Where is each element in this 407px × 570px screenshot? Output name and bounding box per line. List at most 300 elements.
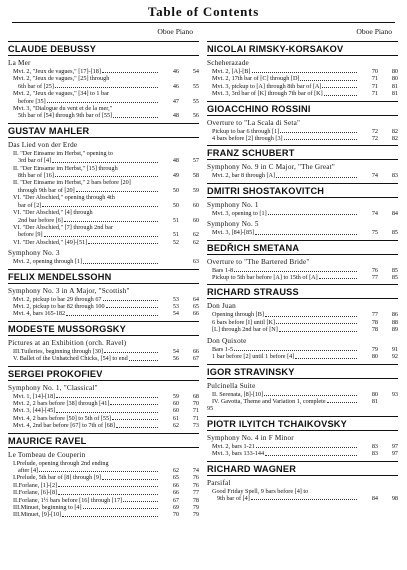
piano-page-number: 55 <box>192 97 199 105</box>
oboe-page-number: 80 <box>371 390 378 398</box>
dot-leader <box>113 112 158 117</box>
toc-entry-continued <box>8 157 199 164</box>
entry-text-continued: bar of [2] <box>18 201 42 209</box>
piano-page-number: 66 <box>192 347 199 355</box>
piano-page-number: 67 <box>192 355 199 363</box>
composer-heading: FRANZ SCHUBERT <box>207 145 398 160</box>
dot-leader <box>112 415 158 420</box>
toc-entry <box>8 460 199 467</box>
dot-leader <box>66 310 158 315</box>
work-title: Parsifal <box>207 478 231 487</box>
toc-entry <box>207 488 398 495</box>
work-title: La Mer <box>8 59 31 67</box>
oboe-page-number: 48 <box>172 157 179 165</box>
entry-text-continued: through 9th bar of [20] <box>18 186 75 194</box>
dot-leader <box>256 443 357 448</box>
piano-page-number-wrapped: 95 <box>207 405 214 413</box>
toc-entry <box>8 303 199 310</box>
toc-entry <box>8 497 199 504</box>
dot-leader <box>116 422 158 427</box>
piano-page-number: 97 <box>391 450 398 458</box>
piano-page-number: 98 <box>391 494 398 502</box>
toc-entry-continued <box>8 83 199 90</box>
oboe-page-number: 69 <box>172 504 179 512</box>
piano-page-number: 76 <box>192 481 199 489</box>
piano-page-number: 77 <box>192 489 199 497</box>
entry-text: 6 bars before [I] until [K] <box>212 318 276 326</box>
piano-page-number: 76 <box>192 474 199 482</box>
dot-leader <box>129 355 158 360</box>
composer-heading: MODESTE MUSSORGSKY <box>8 321 199 336</box>
entry-text-continued: 6th bar of [25] <box>18 82 54 90</box>
composer-heading: IGOR STRAVINSKY <box>207 364 398 379</box>
dot-leader <box>39 467 158 472</box>
entry-text-continued: 2nd bar before [6] <box>18 216 63 224</box>
composer-heading: SERGEI PROKOFIEV <box>8 366 199 381</box>
toc-entry <box>8 348 199 355</box>
entry-text: Mvt. 2, pickup to bar 29 through 67 <box>13 295 102 303</box>
work-title: Pulcinella Suite <box>207 381 256 390</box>
toc-entry <box>207 450 398 457</box>
oboe-page-number: 62 <box>172 422 179 430</box>
toc-entry <box>8 407 199 414</box>
dot-leader <box>279 326 357 331</box>
toc-entry <box>207 319 398 326</box>
entry-text: VI. "Der Abschied," [49]-[51] <box>13 238 88 246</box>
dot-leader <box>76 187 158 192</box>
entry-text: Pickup to 5th bar before [A] to 15th of [A] <box>212 274 318 282</box>
oboe-page-number: 78 <box>371 326 378 334</box>
oboe-page-number: 66 <box>172 489 179 497</box>
piano-page-number: 86 <box>391 311 398 319</box>
entry-text-continued: after [4] <box>18 467 39 474</box>
entry-text: Mvt. 2, bars 1-21 <box>212 442 255 450</box>
entry-text: III.Tuileries, beginning through [30] <box>13 347 103 355</box>
toc-entry <box>207 90 398 97</box>
entry-text: II.Forlane, [1]-[2] <box>13 481 58 489</box>
piano-page-number: 56 <box>192 112 199 120</box>
piano-page-number: 74 <box>192 467 199 474</box>
toc-entry <box>207 172 398 179</box>
toc-entry <box>207 443 398 450</box>
piano-page-number: 64 <box>192 295 199 303</box>
dot-leader <box>102 474 158 479</box>
entry-text: II. "Der Einsame im Herbst," opening to <box>13 149 113 157</box>
entry-text: II.Forlane, 1½ bars before [16] through [17] <box>13 496 123 504</box>
entry-text: Mvt. 3, [44]-[45] <box>13 407 56 415</box>
piano-page-number: 92 <box>391 353 398 361</box>
dot-leader <box>324 90 357 95</box>
dot-leader <box>106 303 158 308</box>
toc-entry <box>8 393 199 400</box>
toc-entry <box>8 68 199 75</box>
toc-entry <box>8 75 199 82</box>
dot-leader <box>265 311 357 316</box>
piano-page-number: 71 <box>192 414 199 422</box>
toc-entry <box>207 267 398 274</box>
oboe-page-number: 79 <box>371 345 378 353</box>
oboe-page-number: 81 <box>371 397 378 405</box>
piano-page-number: 62 <box>192 231 199 239</box>
composer-heading: RICHARD STRAUSS <box>207 284 398 299</box>
piano-page-number: 68 <box>192 392 199 400</box>
piano-page-number: 93 <box>391 390 398 398</box>
entry-text: Mvt. 3, 3rd bar of [K] through 7th bar of [K] <box>212 90 323 98</box>
entry-text: IV. Gavotta, Theme and Variation 1, complete <box>212 397 326 405</box>
entry-text: III.Minuet, [9]-[10] <box>13 511 62 519</box>
dot-leader <box>83 504 158 509</box>
toc-entry <box>207 311 398 318</box>
toc-entry-continued <box>8 187 199 194</box>
entry-text: Mvt. 2, bar 8 through [A] <box>212 172 276 180</box>
piano-page-number: 81 <box>391 82 398 90</box>
piano-page-number: 91 <box>391 345 398 353</box>
oboe-page-number: 56 <box>172 355 179 363</box>
toc-entry <box>8 422 199 429</box>
composer-heading: PIOTR ILYITCH TCHAIKOVSKY <box>207 416 398 431</box>
entry-text-continued: 9th bar of [4] <box>217 494 250 502</box>
oboe-page-number: 78 <box>371 318 378 326</box>
dot-leader <box>55 83 158 88</box>
dot-leader <box>83 258 158 263</box>
dot-leader <box>56 407 158 412</box>
oboe-page-number: 62 <box>172 467 179 474</box>
composer-heading: GUSTAV MAHLER <box>8 123 199 138</box>
composer-heading: RICHARD WAGNER <box>207 461 398 476</box>
oboe-page-number: 65 <box>172 474 179 482</box>
toc-entry <box>8 258 199 265</box>
work-title: Don Juan <box>207 302 236 311</box>
piano-page-number: 71 <box>192 407 199 415</box>
entry-text: II.Forlane, [6]-[8] <box>13 489 58 497</box>
oboe-page-number: 66 <box>172 481 179 489</box>
oboe-page-number: 70 <box>172 511 179 519</box>
work-title: Das Lied von der Erde <box>8 140 78 149</box>
piano-page-number <box>378 398 398 405</box>
column-header-left: Oboe Piano <box>157 27 193 36</box>
piano-page-number: 85 <box>391 266 398 274</box>
dot-leader <box>319 274 357 279</box>
oboe-page-number: 52 <box>172 238 179 246</box>
toc-entry <box>207 398 398 405</box>
piano-page-number: 62 <box>192 238 199 246</box>
toc-entry <box>207 68 398 75</box>
composer-heading: MAURICE RAVEL <box>8 433 199 448</box>
dot-leader <box>58 489 158 494</box>
oboe-page-number: 50 <box>172 201 179 209</box>
piano-page-number: 65 <box>192 302 199 310</box>
oboe-page-number: 47 <box>172 97 179 105</box>
toc-entry <box>8 179 199 186</box>
dot-leader <box>110 400 158 405</box>
toc-entry <box>207 353 398 360</box>
piano-page-number: 80 <box>391 68 398 75</box>
dot-leader <box>44 231 158 236</box>
dot-leader <box>276 172 357 177</box>
entry-text: Pickup to bar 6 through [1] <box>212 127 280 135</box>
piano-page-number: 88 <box>391 318 398 326</box>
toc-entry <box>8 400 199 407</box>
dot-leader <box>276 319 357 324</box>
dot-leader <box>47 98 158 103</box>
dot-leader <box>284 135 357 140</box>
dot-leader <box>64 217 158 222</box>
toc-entry <box>207 128 398 135</box>
piano-page-number: 59 <box>192 186 199 194</box>
work-title: Overture to "The Bartered Bride" <box>207 257 310 266</box>
entry-text: II. Serenata, [8]-[10] <box>212 390 264 398</box>
oboe-page-number: 67 <box>172 496 179 504</box>
oboe-page-number: 53 <box>172 302 179 310</box>
piano-page-number: 89 <box>391 326 398 334</box>
piano-page-number: 78 <box>192 496 199 504</box>
oboe-page-number: 74 <box>371 172 378 180</box>
dot-leader <box>55 172 158 177</box>
oboe-page-number: 80 <box>371 353 378 361</box>
piano-page-number: 60 <box>192 216 199 224</box>
dot-leader <box>56 393 158 398</box>
work-title: Pictures at an Exhibition (orch. Ravel) <box>8 338 127 347</box>
piano-page-number: 60 <box>192 201 199 209</box>
entry-text: Opening through [B] <box>212 311 264 319</box>
piano-page-number: 85 <box>391 274 398 282</box>
piano-page-number: 79 <box>192 511 199 519</box>
piano-page-number: 63 <box>192 258 199 266</box>
dot-leader <box>327 398 357 403</box>
dot-leader <box>268 210 357 215</box>
toc-entry <box>8 504 199 511</box>
toc-entry <box>8 489 199 496</box>
toc-entry <box>8 224 199 231</box>
toc-entry <box>207 391 398 398</box>
entry-text: Mvt. 2, "Jeux de vagues," [34] to 1 bar <box>13 90 109 98</box>
piano-page-number: 83 <box>391 172 398 180</box>
toc-entry <box>207 83 398 90</box>
columns <box>8 23 399 519</box>
composer-heading: CLAUDE DEBUSSY <box>8 41 199 56</box>
oboe-page-number: 76 <box>371 266 378 274</box>
dot-leader <box>280 128 357 133</box>
toc-entry <box>8 310 199 317</box>
entry-text: [L] through 2nd bar of [N] <box>212 326 278 334</box>
oboe-page-number: 51 <box>172 231 179 239</box>
oboe-page-number: 70 <box>371 68 378 75</box>
entry-text: VI. "Der Abschied," opening through 4th <box>13 194 115 202</box>
work-title: Symphony No. 5 <box>207 220 259 229</box>
toc-entry <box>8 296 199 303</box>
toc-entry <box>8 415 199 422</box>
oboe-page-number <box>159 258 179 265</box>
toc-entry <box>8 194 199 201</box>
left-column <box>8 23 199 519</box>
work-title: Symphony No. 4 in F Minor <box>207 433 294 442</box>
oboe-page-number: 71 <box>371 75 378 83</box>
toc-entry <box>8 482 199 489</box>
toc-entry-continued <box>8 202 199 209</box>
toc-entry-continued <box>8 98 199 105</box>
toc-entry <box>8 355 199 362</box>
dot-leader <box>123 497 158 502</box>
entry-text: II. "Der Einsame im Herbst," [15] through <box>13 164 118 172</box>
composer-heading: DMITRI SHOSTAKOVITCH <box>207 183 398 198</box>
piano-page-number: 84 <box>391 209 398 217</box>
toc-entry <box>8 474 199 481</box>
dot-leader <box>251 495 357 500</box>
dot-leader <box>42 202 158 207</box>
dot-leader <box>322 83 357 88</box>
entry-text-continued: 3rd bar of [4] <box>18 157 52 165</box>
toc-entry <box>207 229 398 236</box>
entry-text-continued: before [9] <box>18 231 43 239</box>
oboe-page-number: 48 <box>172 112 179 120</box>
dot-leader <box>62 511 158 516</box>
piano-page-number: 66 <box>192 310 199 318</box>
entry-text: V. Ballet of the Unhatched Chicks, [54] to end <box>13 355 128 363</box>
toc-entry <box>8 209 199 216</box>
toc-entry <box>8 90 199 97</box>
entry-text: II. "Der Einsame im Herbst," 2 bars before [20] <box>13 179 131 187</box>
dot-leader <box>265 450 357 455</box>
toc-entry-continued <box>8 231 199 238</box>
toc-entry-continued <box>207 495 398 502</box>
toc-entry <box>207 75 398 82</box>
toc-entry <box>8 150 199 157</box>
dot-leader <box>88 239 158 244</box>
entry-text: Mvt. 3, opening to [1] <box>212 209 267 217</box>
oboe-page-number: 46 <box>172 68 179 75</box>
dot-leader <box>300 75 357 80</box>
oboe-page-number: 59 <box>172 392 179 400</box>
oboe-page-number: 49 <box>172 172 179 180</box>
dot-leader <box>295 353 357 358</box>
piano-page-number: 70 <box>192 399 199 407</box>
piano-page-number: 85 <box>391 229 398 237</box>
entry-text: VI. "Der Abschied," [7] through 2nd bar <box>13 223 113 231</box>
work-title: Overture to "La Scala di Seta" <box>207 118 301 127</box>
oboe-page-number: 72 <box>371 135 378 143</box>
work-title: Symphony No. 3 <box>8 249 60 258</box>
oboe-page-number: 83 <box>371 442 378 450</box>
toc-entry-continued <box>8 467 199 474</box>
toc-entry <box>207 274 398 281</box>
oboe-page-number: 54 <box>172 310 179 318</box>
entry-text: Mvt. 2, [A]-[B] <box>212 68 251 75</box>
oboe-page-number: 71 <box>371 82 378 90</box>
dot-leader <box>252 68 358 73</box>
composer-heading: GIOACCHINO ROSSINI <box>207 101 398 116</box>
work-title: Symphony No. 1 <box>207 200 259 209</box>
piano-page-number: 82 <box>391 127 398 135</box>
work-title: Symphony No. 1, "Classical" <box>8 383 98 392</box>
entry-text: III.Minuet, beginning to [4] <box>13 504 82 512</box>
work-title: Symphony No. 9 in C Major, "The Great" <box>207 163 335 172</box>
entry-text: Mvt. 2, pickup to bar 82 through 100 <box>13 302 105 310</box>
piano-page-number: 58 <box>192 172 199 180</box>
entry-text: Mvt. 3, "Dialogue du vent et de la mer," <box>13 105 113 113</box>
oboe-page-number: 83 <box>371 450 378 458</box>
dot-leader <box>103 296 158 301</box>
dot-leader <box>264 391 357 396</box>
column-header-right: Oboe Piano <box>356 27 392 36</box>
piano-page-number: 55 <box>192 82 199 90</box>
toc-entry <box>207 346 398 353</box>
toc-entry <box>8 239 199 246</box>
work-title: Scheherazade <box>207 59 249 67</box>
entry-text: Mvt. 2, "Jeux de vagues," [17]-[18] <box>13 68 101 75</box>
entry-text: Mvt. 2, opening through [1] <box>13 258 83 266</box>
oboe-page-number: 50 <box>172 186 179 194</box>
piano-page-number: 81 <box>391 90 398 98</box>
toc-entry-continued <box>8 112 199 119</box>
oboe-page-number: 71 <box>371 90 378 98</box>
piano-page-number: 80 <box>391 75 398 83</box>
entry-text: Mvt. 1, [14]-[18] <box>13 392 56 400</box>
page-title: Table of Contents <box>12 4 395 23</box>
oboe-page-number: 77 <box>371 311 378 319</box>
entry-text: Mvt. 3, [84]-[85] <box>212 229 255 237</box>
oboe-page-number: 60 <box>172 407 179 415</box>
entry-text: Mvt. 2, 17th bar of [C] through [D] <box>212 75 300 83</box>
oboe-page-number: 53 <box>172 295 179 303</box>
entry-text: Mvt. 4, bars 165-182 <box>13 310 66 318</box>
entry-text: Mvt. 4, 2nd bar before [67] to 7th of [68] <box>13 422 115 430</box>
entry-text-continued: before [35] <box>18 97 46 105</box>
oboe-page-number: 60 <box>172 399 179 407</box>
dot-leader <box>255 229 357 234</box>
composer-heading: NICOLAI RIMSKY-KORSAKOV <box>207 41 398 56</box>
oboe-page-number: 54 <box>172 347 179 355</box>
work-title: Symphony No. 3 in A Major, "Scottish" <box>8 286 130 295</box>
dot-leader <box>234 267 357 272</box>
entry-text: Mvt. 2, 2 bars before [38] through [41] <box>13 399 110 407</box>
entry-text: Mvt. 3, bars 133-144 <box>212 450 265 458</box>
toc-entry <box>207 210 398 217</box>
entry-text: 4 bars before [2] through [3] <box>212 135 283 143</box>
oboe-page-number: 74 <box>371 209 378 217</box>
entry-text-continued: 5th bar of [54] through 9th bar of [55] <box>18 112 113 120</box>
piano-page-number: 82 <box>391 135 398 143</box>
oboe-page-number: 75 <box>371 229 378 237</box>
toc-entry <box>8 165 199 172</box>
toc-entry <box>8 511 199 518</box>
dot-leader <box>102 68 158 73</box>
composer-heading: FELIX MENDELSSOHN <box>8 269 199 284</box>
dot-leader <box>234 346 357 351</box>
entry-text: Bars 1-8 <box>212 266 234 274</box>
right-column <box>207 23 398 519</box>
oboe-page-number: 46 <box>172 82 179 90</box>
entry-text: Mvt. 4, 2 bars before [50] to 5th of [55] <box>13 414 112 422</box>
oboe-page-number: 84 <box>371 494 378 502</box>
piano-page-number: 97 <box>391 442 398 450</box>
toc-entry <box>207 326 398 333</box>
entry-text: VI. "Der Abschied," [4] through <box>13 209 93 217</box>
piano-page-number: 79 <box>192 504 199 512</box>
oboe-page-number: 72 <box>371 127 378 135</box>
entry-text: I.Prelude, 5th bar of [8] through [9] <box>13 474 101 482</box>
dot-leader <box>58 482 158 487</box>
dot-leader <box>52 157 158 162</box>
entry-text: I.Prelude, opening through 2nd ending <box>13 459 109 467</box>
entry-text: Good Friday Spell, 9 bars before [4] to <box>212 487 309 495</box>
piano-page-number: 73 <box>192 422 199 430</box>
work-title: Don Quixote <box>207 336 247 345</box>
entry-text: Bars 1-5 <box>212 345 234 353</box>
composer-heading: BEDŘICH SMETANA <box>207 240 398 255</box>
oboe-page-number: 51 <box>172 216 179 224</box>
oboe-page-number: 61 <box>172 414 179 422</box>
toc-entry-continued <box>8 172 199 179</box>
